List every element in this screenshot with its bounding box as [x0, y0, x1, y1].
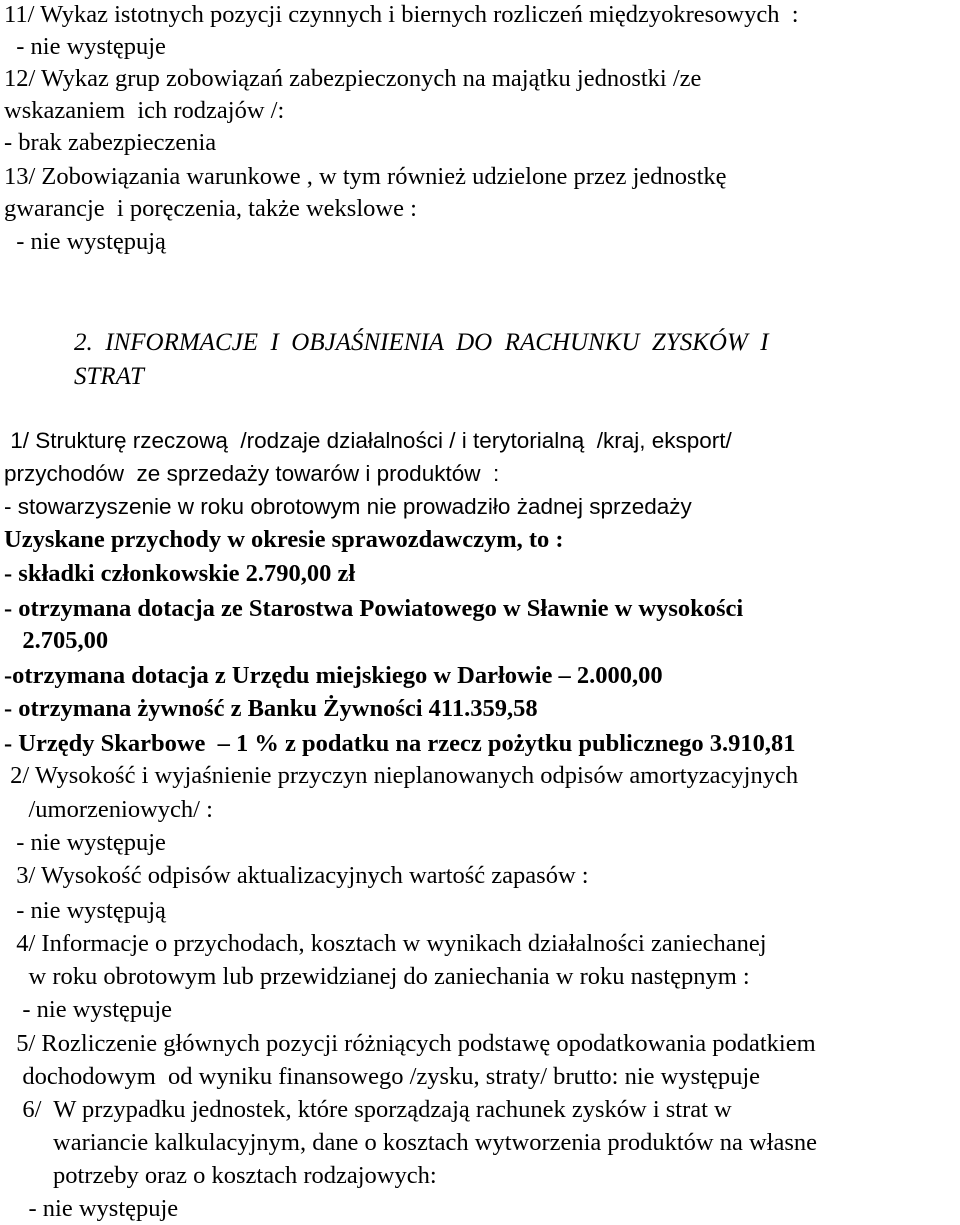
revenue-fees: - składki członkowskie 2.790,00 zł — [4, 560, 356, 587]
revenue-header: Uzyskane przychody w okresie sprawozdawczym, to : — [4, 526, 564, 553]
item-6-value: - nie występuje — [4, 1195, 179, 1222]
revenue-grant-city: -otrzymana dotacja z Urzędu miejskiego w Darłowie – 2.000,00 — [4, 662, 663, 689]
item-4-line-1: 4/ Informacje o przychodach, kosztach w wynikach działalności zaniechanej — [4, 930, 767, 957]
item-2-line-1: 2/ Wysokość i wyjaśnienie przyczyn nieplanowanych odpisów amortyzacyjnych — [4, 762, 799, 789]
revenue-tax-offices: - Urzędy Skarbowe – 1 % z podatku na rzecz pożytku publicznego 3.910,81 — [4, 730, 796, 757]
item-6-line-3: potrzeby oraz o kosztach rodzajowych: — [4, 1162, 437, 1189]
item-13-value: - nie występują — [4, 228, 166, 255]
item-3-line-1: 3/ Wysokość odpisów aktualizacyjnych wartość zapasów : — [4, 862, 589, 889]
item-5-line-2: dochodowym od wyniku finansowego /zysku, straty/ brutto: nie występuje — [4, 1063, 760, 1090]
item-4-line-2: w roku obrotowym lub przewidzianej do zaniechania w roku następnym : — [4, 963, 750, 990]
item-6-line-2: wariancie kalkulacyjnym, dane o kosztach wytworzenia produktów na własne — [4, 1129, 817, 1156]
item-12-title-line-1: 12/ Wykaz grup zobowiązań zabezpieczonych na majątku jednostki /ze — [4, 65, 702, 92]
item-1-line-3: - stowarzyszenie w roku obrotowym nie prowadziło żadnej sprzedaży — [4, 494, 692, 519]
item-12-title-line-2: wskazaniem ich rodzajów /: — [4, 97, 285, 124]
section-2-heading-line-2: STRAT — [74, 363, 144, 390]
revenue-grant-county-line-1: - otrzymana dotacja ze Starostwa Powiatowego w Sławnie w wysokości — [4, 595, 744, 622]
section-2-heading-line-1: 2. INFORMACJE I OBJAŚNIENIA DO RACHUNKU ZYSKÓW I — [74, 329, 769, 356]
item-4-value: - nie występuje — [4, 996, 173, 1023]
item-12-value: - brak zabezpieczenia — [4, 129, 217, 156]
item-1-line-2: przychodów ze sprzedaży towarów i produktów : — [4, 461, 500, 486]
item-5-line-1: 5/ Rozliczenie głównych pozycji różniących podstawę opodatkowania podatkiem — [4, 1030, 816, 1057]
revenue-grant-county-line-2: 2.705,00 — [4, 627, 109, 654]
item-13-title-line-1: 13/ Zobowiązania warunkowe , w tym również udzielone przez jednostkę — [4, 163, 727, 190]
item-2-value: - nie występuje — [4, 829, 166, 856]
revenue-food-bank: - otrzymana żywność z Banku Żywności 411.359,58 — [4, 695, 538, 722]
item-6-line-1: 6/ W przypadku jednostek, które sporządzają rachunek zysków i strat w — [4, 1096, 732, 1123]
item-1-line-1: 1/ Strukturę rzeczową /rodzaje działalności / i terytorialną /kraj, eksport/ — [4, 428, 732, 453]
item-2-line-2: /umorzeniowych/ : — [4, 796, 213, 823]
item-11-value: - nie występuje — [4, 33, 166, 60]
item-11-title: 11/ Wykaz istotnych pozycji czynnych i biernych rozliczeń międzyokresowych : — [4, 1, 799, 28]
item-3-value: - nie występują — [4, 897, 166, 924]
item-13-title-line-2: gwarancje i poręczenia, także wekslowe : — [4, 195, 417, 222]
